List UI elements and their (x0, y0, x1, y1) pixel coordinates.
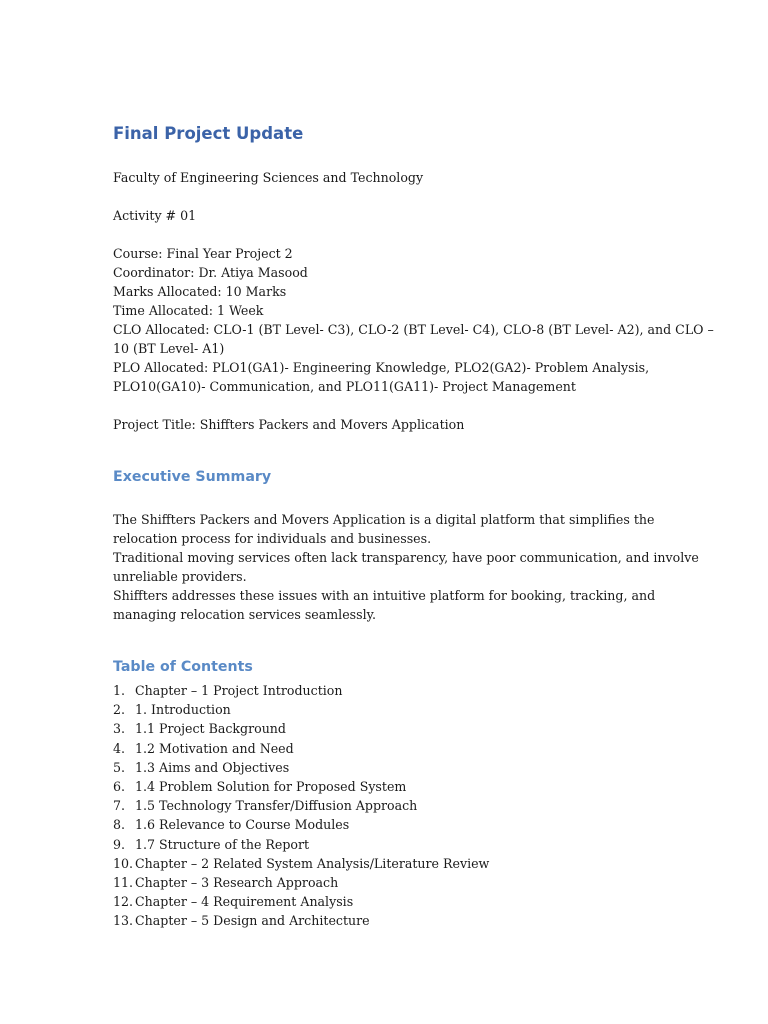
toc-item (113, 892, 489, 911)
toc-item (113, 796, 489, 815)
marks-text: Marks Allocated: 10 Marks (113, 284, 287, 299)
summary-line: The Shiffters Packers and Movers Application is a digital platform that simplifies the (113, 512, 655, 527)
toc-item-number: 7. (113, 798, 126, 814)
toc-item (113, 681, 489, 700)
toc-heading: Table of Contents (113, 659, 253, 675)
toc-item-number: 13. (113, 913, 134, 929)
toc-item-number: 12. (113, 894, 134, 910)
toc-item (113, 854, 489, 873)
toc-item-number: 10. (113, 855, 134, 871)
summary-line: Traditional moving services often lack transparency, have poor communication, and involve (113, 550, 699, 565)
summary-line: relocation process for individuals and businesses. (113, 531, 432, 546)
toc-item-text: Chapter – 5 Design and Architecture (135, 913, 370, 929)
toc-item-number: 3. (113, 721, 126, 737)
clo-text-line1: CLO Allocated: CLO-1 (BT Level- C3), CLO-2 (BT Level- C4), CLO-8 (BT Level- A2), and CLO – (113, 322, 714, 337)
toc-item-text: 1.6 Relevance to Course Modules (135, 817, 350, 833)
toc-item (113, 835, 489, 854)
summary-line: Shiffters addresses these issues with an intuitive platform for booking, tracking, and (113, 588, 656, 603)
clo-text-line2: 10 (BT Level- A1) (113, 341, 225, 356)
toc-item-text: 1.2 Motivation and Need (135, 740, 294, 756)
toc-item-text: 1.7 Structure of the Report (135, 836, 310, 852)
toc-item-number: 4. (113, 740, 126, 756)
toc-item-number: 6. (113, 779, 126, 795)
toc-item-text: Chapter – 3 Research Approach (135, 875, 339, 891)
project-title-text: Project Title: Shiffters Packers and Movers Application (113, 417, 465, 432)
activity-text: Activity # 01 (113, 208, 197, 223)
document-title: Final Project Update (113, 124, 304, 143)
summary-line: managing relocation services seamlessly. (113, 607, 377, 622)
toc-item (113, 700, 489, 719)
toc-item (113, 777, 489, 796)
plo-text-line1: PLO Allocated: PLO1(GA1)- Engineering Knowledge, PLO2(GA2)- Problem Analysis, (113, 360, 650, 375)
toc-item-text: 1.5 Technology Transfer/Diffusion Approach (135, 798, 418, 814)
faculty-text: Faculty of Engineering Sciences and Technology (113, 170, 424, 185)
toc-item (113, 719, 489, 738)
toc-item-number: 11. (113, 875, 134, 891)
toc-item-number: 2. (113, 702, 126, 718)
toc-item-text: Chapter – 2 Related System Analysis/Literature Review (135, 855, 490, 871)
toc-item-text: 1.1 Project Background (135, 721, 286, 737)
toc-item-text: 1.4 Problem Solution for Proposed System (135, 779, 407, 795)
toc-item-number: 8. (113, 817, 126, 833)
toc-item (113, 758, 489, 777)
toc-item-text: 1.3 Aims and Objectives (135, 759, 290, 775)
toc-item (113, 739, 489, 758)
toc-item-number: 1. (113, 683, 126, 698)
toc-item-text: Chapter – 4 Requirement Analysis (135, 894, 354, 910)
toc-item-text: 1. Introduction (135, 702, 231, 718)
time-text: Time Allocated: 1 Week (113, 303, 264, 318)
course-text: Course: Final Year Project 2 (113, 246, 293, 261)
toc-item (113, 911, 489, 930)
toc-item (113, 815, 489, 834)
toc-item-number: 5. (113, 759, 126, 775)
toc-item (113, 873, 489, 892)
executive-summary-heading: Executive Summary (113, 469, 272, 485)
toc-list (113, 681, 489, 931)
toc-item-text: Chapter – 1 Project Introduction (135, 683, 343, 698)
summary-line: unreliable providers. (113, 569, 247, 584)
plo-text-line2: PLO10(GA10)- Communication, and PLO11(GA11)- Project Management (113, 379, 576, 394)
toc-item-number: 9. (113, 836, 126, 852)
coordinator-text: Coordinator: Dr. Atiya Masood (113, 265, 308, 280)
